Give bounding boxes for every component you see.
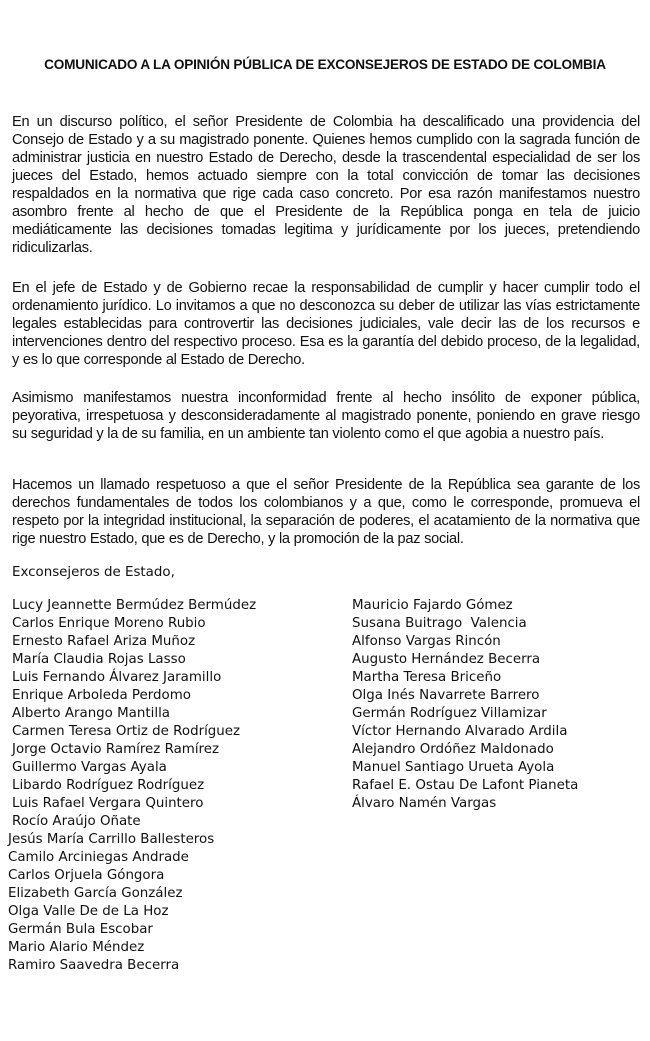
signatory-name: Luis Rafael Vergara Quintero	[12, 796, 204, 811]
signatory-name: Carmen Teresa Ortiz de Rodríguez	[12, 724, 241, 739]
signatory-name: Carlos Orjuela Góngora	[8, 868, 165, 883]
signatory-name: Germán Rodríguez Villamizar	[352, 706, 547, 721]
signatory-name: Ramiro Saavedra Becerra	[8, 958, 180, 973]
signatory-name: María Claudia Rojas Lasso	[12, 652, 186, 667]
signatory-name: Mario Alario Méndez	[8, 940, 145, 955]
signatory-name: Susana Buitrago Valencia	[352, 616, 527, 631]
signatory-name: Manuel Santiago Urueta Ayola	[352, 760, 555, 775]
signatory-name: Libardo Rodríguez Rodríguez	[12, 778, 205, 793]
document-title: COMUNICADO A LA OPINIÓN PÚBLICA DE EXCONSEJEROS DE ESTADO DE COLOMBIA	[44, 57, 606, 72]
signatory-name: Camilo Arciniegas Andrade	[8, 850, 189, 865]
signatories-right-column	[352, 597, 578, 813]
signatory-name: Rocío Araújo Oñate	[12, 814, 141, 829]
paragraph-3: Asimismo manifestamos nuestra inconformidad frente al hecho insólito de exponer pública, peyorativa, irrespetuosa y desconsideradamente al magistrado ponente, poniendo en grave riesgo su seguridad y la de su familia, en un ambiente tan violento como el que agobia a nuestro país.	[12, 390, 640, 442]
signatory-name: Augusto Hernández Becerra	[352, 652, 541, 667]
signatories-left-column	[8, 597, 257, 975]
signatory-name: Lucy Jeannette Bermúdez Bermúdez	[12, 598, 257, 613]
closing-salutation: Exconsejeros de Estado,	[12, 565, 175, 580]
paragraph-1: En un discurso político, el señor Presidente de Colombia ha descalificado una providencia del Consejo de Estado y a su magistrado ponente. Quienes hemos cumplido con la sagrada función de administrar justicia en nuestro Estado de Derecho, desde la trascendental especialidad de ser los jueces del Estado, hemos actuado siempre con la total convicción de tomar las decisiones respaldados en la normativa que rige cada caso concreto. Por esa razón manifestamos nuestro asombro frente al hecho de que el Presidente de la República ponga en tela de juicio mediáticamente las decisiones tomadas legitima y jurídicamente por los jueces, pretendiendo ridiculizarlas.	[12, 114, 640, 256]
signatory-name: Jesús María Carrillo Ballesteros	[8, 832, 215, 847]
signatory-name: Víctor Hernando Alvarado Ardila	[352, 724, 568, 739]
signatory-name: Olga Inés Navarrete Barrero	[352, 688, 540, 703]
signatory-name: Germán Bula Escobar	[8, 922, 153, 937]
signatory-name: Alejandro Ordóñez Maldonado	[352, 742, 554, 757]
signatory-name: Martha Teresa Briceño	[352, 670, 502, 685]
signatory-name: Alfonso Vargas Rincón	[352, 634, 501, 649]
paragraph-4: Hacemos un llamado respetuoso a que el señor Presidente de la República sea garante de los derechos fundamentales de todos los colombianos y a que, como le corresponde, promueva el respeto por la integridad institucional, la separación de poderes, el acatamiento de la normativa que rige nuestro Estado, que es de Derecho, y la promoción de la paz social.	[12, 477, 640, 547]
signatory-name: Elizabeth García González	[8, 886, 183, 901]
paragraph-2: En el jefe de Estado y de Gobierno recae la responsabilidad de cumplir y hacer cumplir todo el ordenamiento jurídico. Lo invitamos a que no desconozca su deber de utilizar las vías estrictamente legales establecidas para controvertir las decisiones judiciales, vale decir las de los recursos e intervenciones dentro del respectivo proceso. Esa es la garantía del debido proceso, de la legalidad, y es lo que corresponde al Estado de Derecho.	[12, 280, 640, 368]
signatory-name: Olga Valle De de La Hoz	[8, 904, 169, 919]
signatory-name: Carlos Enrique Moreno Rubio	[12, 616, 206, 631]
signatory-name: Guillermo Vargas Ayala	[12, 760, 167, 775]
signatory-name: Rafael E. Ostau De Lafont Pianeta	[352, 778, 579, 793]
signatory-name: Mauricio Fajardo Gómez	[352, 598, 513, 613]
signatory-name: Jorge Octavio Ramírez Ramírez	[12, 742, 220, 757]
signatory-name: Álvaro Namén Vargas	[352, 796, 497, 811]
signatory-name: Enrique Arboleda Perdomo	[12, 688, 191, 703]
signatory-name: Ernesto Rafael Ariza Muñoz	[12, 634, 196, 649]
signatory-name: Alberto Arango Mantilla	[12, 706, 170, 721]
signatory-name: Luis Fernando Álvarez Jaramillo	[12, 670, 222, 685]
